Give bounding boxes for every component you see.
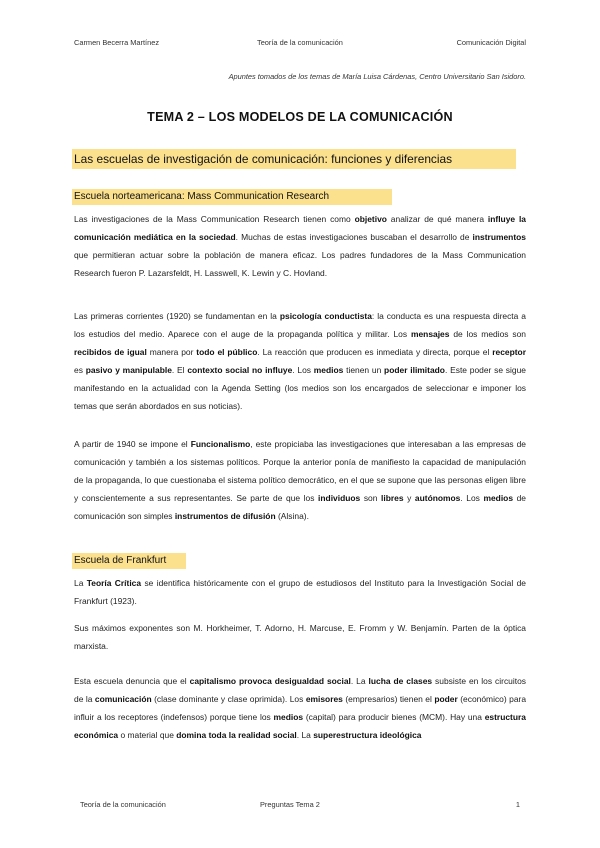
emphasis-text: domina toda la realidad social: [176, 730, 297, 740]
emphasis-text: estructura económica: [74, 712, 526, 740]
header-subject: Teoría de la comunicación: [257, 38, 343, 47]
emphasis-text: medios: [313, 365, 344, 375]
emphasis-text: Funcionalismo: [190, 439, 251, 449]
subsection-heading-frankfurt: Escuela de Frankfurt: [72, 553, 186, 569]
header-degree: Comunicación Digital: [456, 38, 526, 47]
emphasis-text: poder ilimitado: [384, 365, 445, 375]
emphasis-text: superestructura ideológica: [313, 730, 422, 740]
emphasis-text: medios: [273, 712, 304, 722]
emphasis-text: autónomos: [414, 493, 461, 503]
emphasis-text: todo el público: [196, 347, 258, 357]
page-header: [74, 38, 526, 50]
page-footer: [80, 800, 520, 812]
notes-credit: Apuntes tomados de los temas de María Luisa Cárdenas, Centro Universitario San Isidoro.: [228, 72, 526, 81]
emphasis-text: pasivo y manipulable: [85, 365, 172, 375]
emphasis-text: receptor: [492, 347, 526, 357]
emphasis-text: poder: [434, 694, 458, 704]
emphasis-text: mensajes: [410, 329, 450, 339]
emphasis-text: instrumentos: [472, 232, 526, 242]
paragraph-exponents: Sus máximos exponentes son M. Horkheimer, T. Adorno, H. Marcuse, E. Fromm y W. Benjamín. Parten de la óptica marxista.: [74, 623, 526, 651]
emphasis-text: capitalismo provoca desigualdad social: [189, 676, 351, 686]
emphasis-text: psicología conductista: [279, 311, 372, 321]
emphasis-text: comunicación: [94, 694, 152, 704]
emphasis-text: lucha de clases: [368, 676, 433, 686]
subsection-heading-mass-communication: Escuela norteamericana: Mass Communication Research: [72, 189, 392, 205]
paragraph-functionalism: A partir de 1940 se impone el Funcionalismo, este propiciaba las investigaciones que interesaban a las empresas de comunicación y también a los sistemas políticos. Porque la anterior ponía de manifiesto la capacidad de manipulación de la propaganda, lo que cuestionaba el sistema político democrático, en el que se supone que las personas eligen libre y conscientemente a sus representantes. Se parte de que los individuos son libres y autónomos. Los medios de comunicación son simples instrumentos de difusión (Alsina).: [74, 439, 526, 521]
emphasis-text: medios: [483, 493, 514, 503]
emphasis-text: influye la comunicación mediática en la sociedad: [74, 214, 527, 242]
header-author: Carmen Becerra Martínez: [74, 38, 160, 47]
emphasis-text: instrumentos de difusión: [174, 511, 276, 521]
page-number: 1: [515, 800, 520, 809]
emphasis-text: Teoría Crítica: [86, 578, 142, 588]
page-title: TEMA 2 – LOS MODELOS DE LA COMUNICACIÓN: [147, 110, 453, 124]
footer-subject: Teoría de la comunicación: [80, 800, 166, 809]
footer-document: Preguntas Tema 2: [260, 800, 320, 809]
emphasis-text: emisores: [305, 694, 343, 704]
paragraph-mass-objective: Las investigaciones de la Mass Communication Research tienen como objetivo analizar de qué manera influye la comunicación mediática en la sociedad. Muchas de estas investigaciones buscaban el desarrollo de instrumentos que permitieran actuar sobre la población de manera eficaz. Los padres fundadores de la Mass Communication Research fueron P. Lazarsfeldt, H. Lasswell, K. Lewin y C. Hovland.: [74, 214, 527, 278]
emphasis-text: individuos: [318, 493, 361, 503]
paragraph-capitalism: Esta escuela denuncia que el capitalismo provoca desigualdad social. La lucha de clases subsiste en los circuitos de la comunicación (clase dominante y clase oprimida). Los emisores (empresarios) tienen el poder (económico) para influir a los receptores (indefensos) porque tiene los medios (capital) para producir bienes (MCM). Hay una estructura económica o material que domina toda la realidad social. La superestructura ideológica: [74, 676, 526, 740]
emphasis-text: contexto social no influye: [187, 365, 293, 375]
emphasis-text: recibidos de igual: [74, 347, 147, 357]
paragraph-conductism: Las primeras corrientes (1920) se fundamentan en la psicología conductista: la conducta es una respuesta directa a los estudios del medio. Aparece con el auge de la propaganda política y militar. Los mensajes de los medios son recibidos de igual manera por todo el público. La reacción que producen es inmediata y directa, porque el receptor es pasivo y manipulable. El contexto social no influye. Los medios tienen un poder ilimitado. Este poder se sigue manifestando en la actualidad con la Agenda Setting (los medios son los encargados de seleccionar e imponer los temas que serán abordados en sus noticias).: [74, 311, 526, 411]
section-heading: Las escuelas de investigación de comunicación: funciones y diferencias: [72, 149, 516, 169]
emphasis-text: objetivo: [354, 214, 387, 224]
emphasis-text: libres: [381, 493, 404, 503]
paragraph-critical-theory: La Teoría Crítica se identifica históricamente con el grupo de estudiosos del Instituto para la Investigación Social de Frankfurt (1923).: [74, 578, 526, 606]
